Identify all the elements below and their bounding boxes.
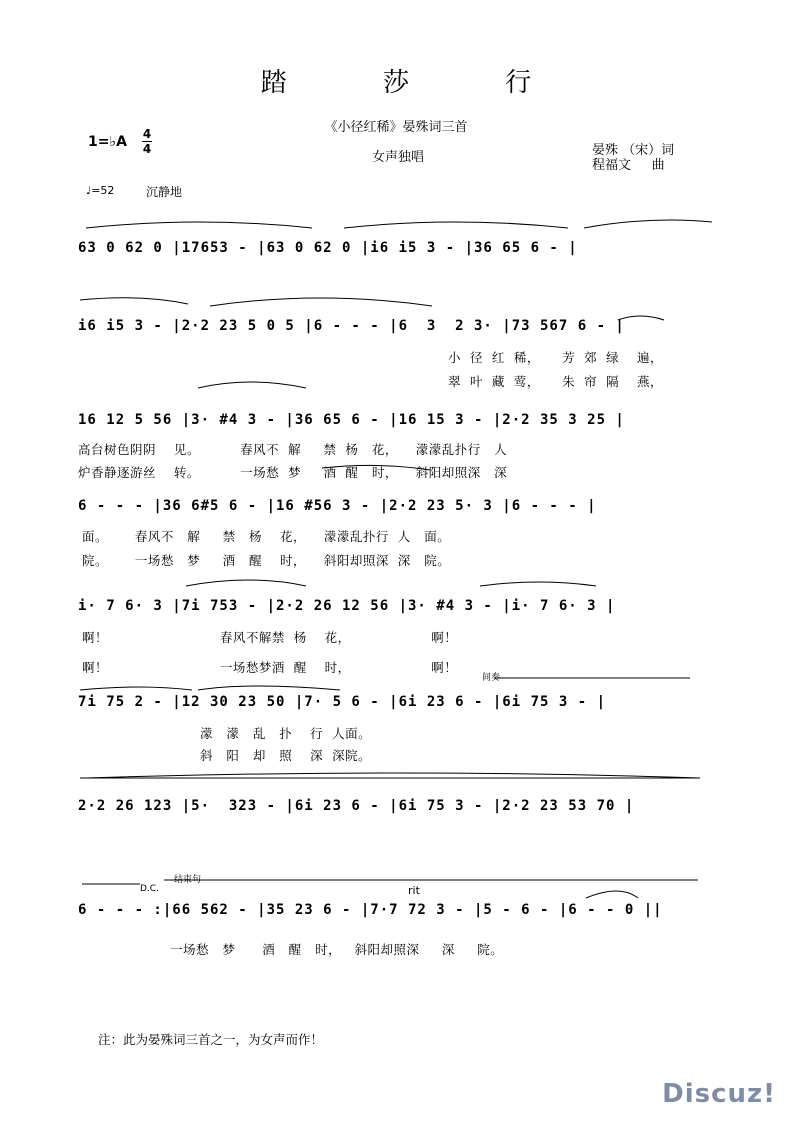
system-4-lyrics-verse-1: 面。 春风不 解 禁 杨 花， 濛濛乱扑行 人 面。 xyxy=(82,529,451,544)
key-signature: 1=♭A xyxy=(88,134,127,150)
lyricist-credit: 晏殊 （宋）词 xyxy=(592,143,675,158)
system-5-lyrics-verse-1: 啊！ 春风不解禁 杨 花， 啊！ xyxy=(82,630,458,645)
system-6-lyrics-verse-2: 斜 阳 却 照 深 深院。 xyxy=(200,748,372,763)
system-5-notes: i· 7 6· 3 |7i 753 - |2·2 26 12 56 |3· #4 3 - |i· 7 6· 3 | xyxy=(78,598,616,614)
system-8-notes: 6 - - - :|66 562 - |35 23 6 - |7·7 72 3 - |5 - 6 - |6 - - 0 || xyxy=(78,902,663,918)
subtitle: 《小径红稀》晏殊词三首 xyxy=(324,120,468,135)
system-8-lyrics: 一场愁 梦 酒 醒 时， 斜阳却照深 深 院。 xyxy=(170,942,504,957)
watermark-logo: Discuz! xyxy=(662,1079,776,1109)
system-2-notes: i6 i5 3 - |2·2 23 5 0 5 |6 - - - |6 3 2 3· |73 567 6 - | xyxy=(78,318,625,334)
system-3-lyrics-verse-2: 炉香静逐游丝 转。 一场愁 梦 酒 醒 时， 斜阳却照深 深 xyxy=(78,465,508,480)
system-2-lyrics-verse-2: 翠 叶 藏 莺， 朱 帘 隔 燕， xyxy=(448,374,663,389)
interlude-mark: 间奏 xyxy=(482,673,501,683)
system-4-lyrics-verse-2: 院。 一场愁 梦 酒 醒 时， 斜阳却照深 深 院。 xyxy=(82,553,451,568)
tempo-marking: ♩=52 xyxy=(86,184,115,197)
composer-credit: 程福文 曲 xyxy=(592,158,665,173)
footnote: 注：此为晏殊词三首之一，为女声而作！ xyxy=(98,1032,324,1047)
dc-mark: D.C. xyxy=(140,884,159,894)
rit-mark: rit xyxy=(408,884,420,897)
system-5-lyrics-verse-2: 啊！ 一场愁梦酒 醒 时， 啊！ xyxy=(82,660,458,675)
system-1-notes: 63 0 62 0 |17653 - |63 0 62 0 |i6 i5 3 - |36 65 6 - | xyxy=(78,240,578,256)
performer-label: 女声独唱 xyxy=(371,150,424,165)
time-signature-top: 4 xyxy=(142,127,152,141)
system-3-lyrics-verse-1: 高台树色阴阴 见。 春风不 解 禁 杨 花， 濛濛乱扑行 人 xyxy=(78,442,508,457)
system-4-notes: 6 - - - |36 6#5 6 - |16 #56 3 - |2·2 23 5· 3 |6 - - - | xyxy=(78,498,597,514)
system-6-notes: 7i 75 2 - |12 30 23 50 |7· 5 6 - |6i 23 6 - |6i 75 3 - | xyxy=(78,694,607,710)
system-2-lyrics-verse-1: 小 径 红 稀， 芳 郊 绿 遍， xyxy=(448,350,663,365)
time-signature-bottom: 4 xyxy=(142,142,152,156)
expression-marking: 沉静地 xyxy=(146,185,183,199)
system-3-notes: 16 12 5 56 |3· #4 3 - |36 65 6 - |16 15 3 - |2·2 35 3 25 | xyxy=(78,412,625,428)
system-6-lyrics-verse-1: 濛 濛 乱 扑 行 人面。 xyxy=(200,726,372,741)
ending-mark: 结束句 xyxy=(174,875,202,885)
system-7-notes: 2·2 26 123 |5· 323 - |6i 23 6 - |6i 75 3 - |2·2 23 53 70 | xyxy=(78,798,635,814)
page-title: 踏 莎 行 xyxy=(260,68,576,98)
